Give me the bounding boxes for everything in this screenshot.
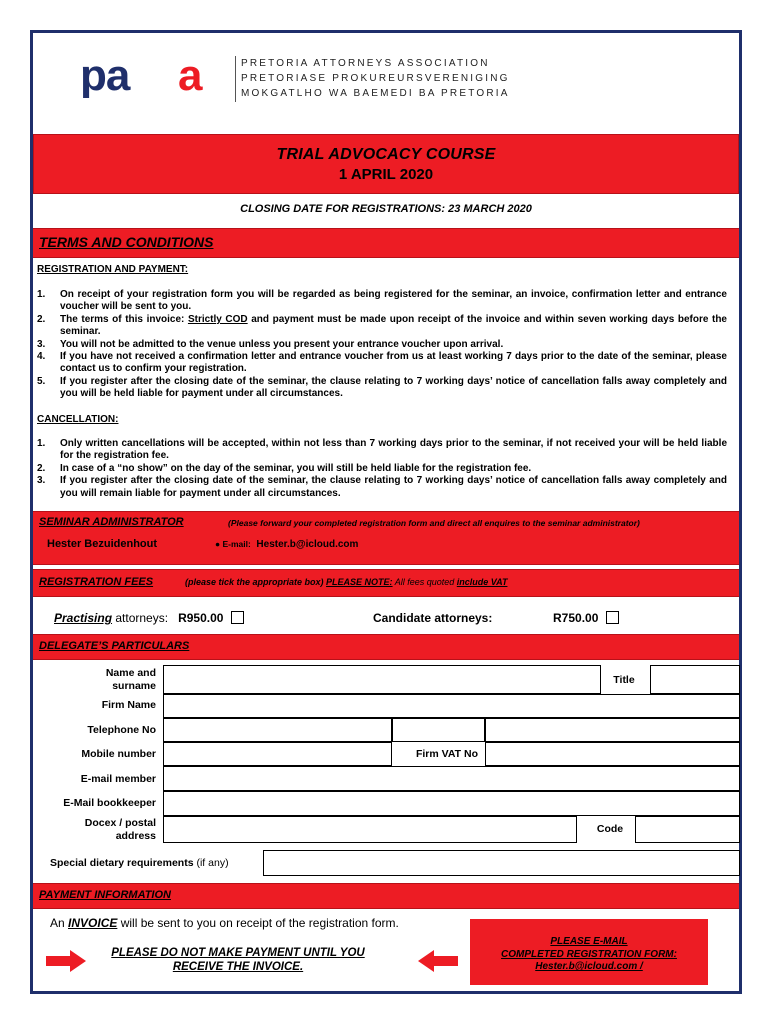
administrator-banner — [33, 511, 739, 565]
registration-heading: REGISTRATION AND PAYMENT: — [37, 264, 189, 275]
terms-heading: TERMS AND CONDITIONS — [39, 234, 214, 250]
docex-field[interactable] — [163, 816, 577, 843]
email-instruction-box: PLEASE E-MAIL COMPLETED REGISTRATION FORM: Hester.b@icloud.com / — [470, 919, 708, 985]
delegate-heading: DELEGATE’S PARTICULARS — [39, 640, 190, 652]
payment-heading: PAYMENT INFORMATION — [39, 889, 171, 901]
list-item: 5. If you register after the closing date of the seminar, the clause relating to 7 working days’ notice of cancellation falls away completely and you will be held liable for payment under all circumstances. — [37, 375, 727, 400]
fees-heading: REGISTRATION FEES — [39, 576, 154, 588]
administrator-name: Hester Bezuidenhout — [47, 538, 158, 550]
terms-banner — [33, 228, 739, 258]
dietary-label: Special dietary requirements (if any) — [50, 857, 229, 869]
payment-banner — [33, 883, 739, 909]
dietary-field[interactable] — [263, 850, 740, 876]
candidate-fee: R750.00 — [553, 611, 619, 625]
title-label: Title — [613, 674, 635, 686]
firm-vat-label: Firm VAT No — [415, 748, 478, 760]
paa-logo — [80, 58, 230, 98]
delegate-banner — [33, 634, 739, 660]
list-item: 1. Only written cancellations will be accepted, within not less than 7 working days prior to the seminar, if not received your will be held liable for the registration fee. — [37, 438, 727, 462]
telephone-extra-field-2[interactable] — [485, 718, 740, 742]
association-names — [241, 56, 510, 101]
svg-text:pa: pa — [80, 58, 130, 98]
list-item: 4. If you have not received a confirmation letter and entrance voucher from us at least working 7 days prior to the date of the seminar, please contact us to confirm your registration. — [37, 351, 727, 375]
name-field[interactable] — [163, 665, 601, 694]
email-bookkeeper-field[interactable] — [163, 791, 740, 816]
course-title-banner — [33, 134, 739, 194]
association-name-af: PRETORIASE PROKUREURSVERENIGING — [241, 73, 510, 84]
list-item: 2. In case of a “no show” on the day of the seminar, you will still be held liable for the registration fee. — [37, 462, 532, 474]
administrator-note: (Please forward your completed registration form and direct all enquires to the seminar administrator) — [228, 518, 640, 528]
list-item: 3. You will not be admitted to the venue unless you present your entrance voucher upon arrival. — [37, 338, 504, 350]
email-member-field[interactable] — [163, 766, 740, 791]
arrow-right-icon — [46, 950, 86, 972]
administrator-heading: SEMINAR ADMINISTRATOR — [39, 516, 184, 528]
association-name-tn: MOKGATLHO WA BAEMEDI BA PRETORIA — [241, 88, 510, 99]
firm-name-label: Firm Name — [101, 699, 156, 711]
course-date: 1 APRIL 2020 — [338, 166, 434, 183]
logo-divider — [235, 56, 236, 102]
administrator-email-link[interactable]: Hester.b@icloud.com — [256, 539, 359, 550]
mobile-label: Mobile number — [81, 748, 156, 760]
arrow-left-icon — [418, 950, 458, 972]
fees-note: (please tick the appropriate box) PLEASE NOTE: All fees quoted include VAT — [185, 577, 508, 587]
fees-banner — [33, 569, 739, 597]
email-bookkeeper-label: E-Mail bookkeeper — [63, 797, 156, 809]
closing-date: CLOSING DATE FOR REGISTRATIONS: 23 MARCH 2020 — [240, 203, 532, 215]
firm-vat-field[interactable] — [485, 742, 740, 766]
title-field[interactable] — [650, 665, 740, 694]
candidate-checkbox[interactable] — [606, 611, 619, 624]
cancellation-list — [37, 438, 727, 500]
name-label: Name and surname — [105, 667, 156, 692]
list-item: 2. The terms of this invoice: Strictly COD and payment must be made upon receipt of the invoice and within seven working days before the seminar. — [37, 313, 727, 338]
practising-fee: Practising attorneys: R950.00 — [54, 611, 244, 625]
registration-list — [37, 289, 727, 401]
code-label: Code — [596, 823, 624, 835]
list-item: 3. If you register after the closing date of the seminar, the clause relating to 7 working days’ notice of cancellation falls away completely and you will remain liable for payment under all circumstances. — [37, 475, 727, 499]
svg-text:a: a — [178, 58, 203, 98]
mobile-field[interactable] — [163, 742, 392, 766]
email-member-label: E-mail member — [80, 773, 156, 785]
firm-name-field[interactable] — [163, 694, 740, 718]
association-name-en: PRETORIA ATTORNEYS ASSOCIATION — [241, 58, 490, 69]
telephone-extra-field[interactable] — [392, 718, 485, 742]
list-item: 1. On receipt of your registration form you will be regarded as being registered for the seminar, an invoice, confirmation letter and entrance voucher will be sent to you. — [37, 289, 727, 313]
cancellation-heading: CANCELLATION: — [37, 414, 119, 425]
telephone-field[interactable] — [163, 718, 392, 742]
docex-label: Docex / postal address — [84, 817, 156, 842]
payment-warning: PLEASE DO NOT MAKE PAYMENT UNTIL YOU RECEIVE THE INVOICE. — [111, 947, 365, 973]
administrator-email: ● E-mail: Hester.b@icloud.com — [215, 539, 359, 550]
invoice-note: An INVOICE will be sent to you on receipt of the registration form. — [50, 916, 399, 930]
course-title: TRIAL ADVOCACY COURSE — [276, 146, 496, 163]
registration-email-link[interactable]: Hester.b@icloud.com / — [535, 961, 643, 972]
candidate-fee-label: Candidate attorneys: — [373, 611, 493, 625]
telephone-label: Telephone No — [87, 724, 156, 736]
code-field[interactable] — [635, 816, 740, 843]
practising-checkbox[interactable] — [231, 611, 244, 624]
